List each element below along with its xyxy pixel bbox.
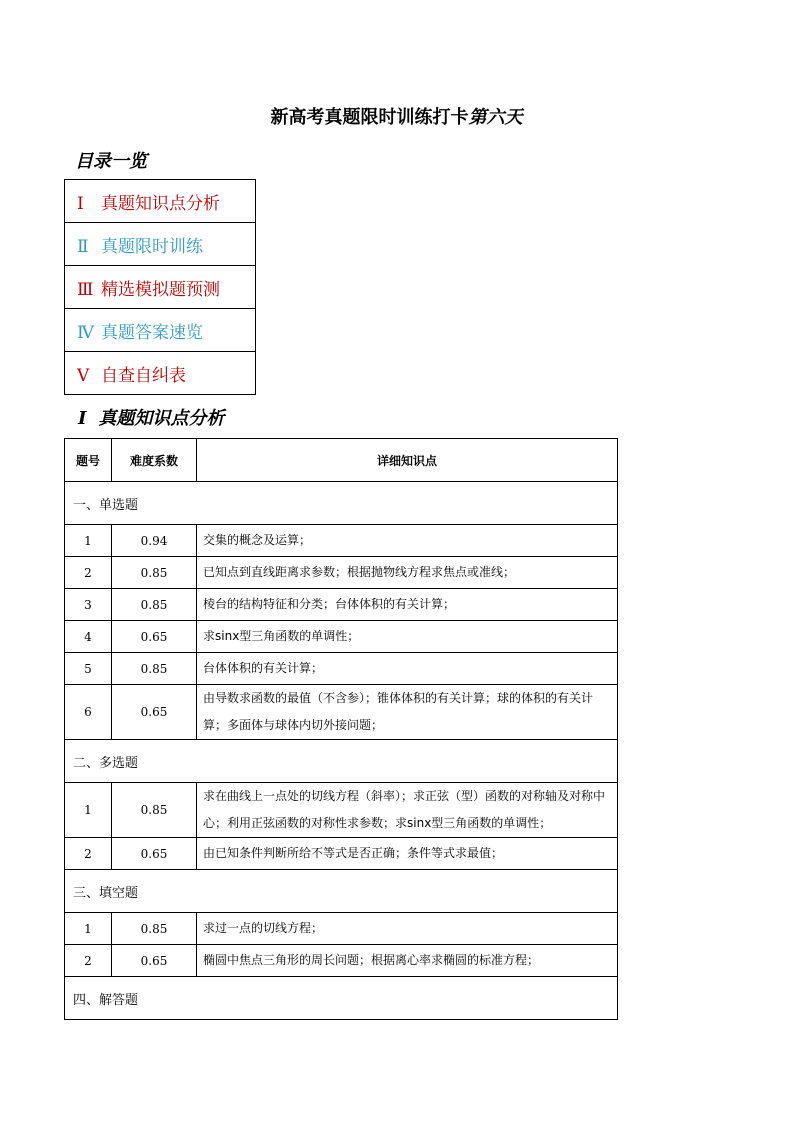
table-row [65, 589, 618, 621]
detail-cell: 台体体积的有关计算； [197, 653, 618, 685]
difficulty-cell: 0.94 [112, 525, 197, 557]
toc-item-number: Ⅳ [77, 322, 94, 343]
header-difficulty: 难度系数 [112, 439, 197, 482]
table-body [65, 482, 618, 1020]
category-row [65, 482, 618, 525]
toc-item-2[interactable] [65, 223, 256, 266]
detail-cell: 已知点到直线距离求参数；根据抛物线方程求焦点或准线； [197, 557, 618, 589]
category-label: 一、单选题 [65, 482, 618, 525]
detail-cell: 由已知条件判断所给不等式是否正确；条件等式求最值； [197, 838, 618, 870]
question-number-cell: 4 [65, 621, 112, 653]
table-header-row [65, 439, 618, 482]
difficulty-cell: 0.65 [112, 838, 197, 870]
detail-cell: 椭圆中焦点三角形的周长问题；根据离心率求椭圆的标准方程； [197, 945, 618, 977]
toc-item-number: Ⅰ [77, 193, 84, 214]
question-number-cell: 6 [65, 685, 112, 740]
table-row [65, 913, 618, 945]
toc-item-4[interactable] [65, 309, 256, 352]
section-number: Ⅰ [78, 408, 87, 429]
table-row [65, 685, 618, 740]
toc-item-label: 真题答案速览 [101, 322, 203, 343]
table-row [65, 838, 618, 870]
question-number-cell: 2 [65, 945, 112, 977]
category-label: 二、多选题 [65, 740, 618, 783]
toc-heading: 目录一览 [75, 151, 147, 172]
question-number-cell: 1 [65, 525, 112, 557]
page-title-italic: 第六天 [468, 107, 523, 128]
toc-item-label: 真题知识点分析 [101, 193, 220, 214]
question-number-cell: 1 [65, 913, 112, 945]
header-detail: 详细知识点 [197, 439, 618, 482]
detail-cell: 求sinx型三角函数的单调性； [197, 621, 618, 653]
table-row [65, 525, 618, 557]
difficulty-cell: 0.65 [112, 621, 197, 653]
category-label: 三、填空题 [65, 870, 618, 913]
difficulty-cell: 0.85 [112, 557, 197, 589]
toc-item-number: Ⅴ [77, 365, 90, 386]
category-row [65, 740, 618, 783]
category-row [65, 870, 618, 913]
table-row [65, 621, 618, 653]
page-title [0, 103, 793, 129]
toc-item-3[interactable] [65, 266, 256, 309]
header-question-no: 题号 [65, 439, 112, 482]
difficulty-cell: 0.85 [112, 589, 197, 621]
category-row [65, 977, 618, 1020]
section-title: 真题知识点分析 [98, 408, 225, 429]
toc-item-label: 自查自纠表 [101, 365, 186, 386]
toc-item-1[interactable] [65, 180, 256, 223]
table-row [65, 653, 618, 685]
detail-cell: 求在曲线上一点处的切线方程（斜率）；求正弦（型）函数的对称轴及对称中心；利用正弦函数的对称性求参数；求sinx型三角函数的单调性； [197, 783, 618, 838]
table-row [65, 783, 618, 838]
table-row [65, 557, 618, 589]
category-label: 四、解答题 [65, 977, 618, 1020]
question-number-cell: 3 [65, 589, 112, 621]
toc-item-number: Ⅱ [77, 236, 89, 257]
toc-item-number: Ⅲ [77, 279, 94, 300]
detail-cell: 交集的概念及运算； [197, 525, 618, 557]
toc-item-label: 真题限时训练 [101, 236, 203, 257]
difficulty-cell: 0.85 [112, 913, 197, 945]
difficulty-cell: 0.85 [112, 783, 197, 838]
knowledge-point-table [64, 438, 618, 1020]
detail-cell: 棱台的结构特征和分类；台体体积的有关计算； [197, 589, 618, 621]
table-row [65, 945, 618, 977]
section-heading [78, 404, 224, 430]
toc-table [64, 179, 256, 395]
toc-item-label: 精选模拟题预测 [101, 279, 220, 300]
difficulty-cell: 0.65 [112, 945, 197, 977]
page-title-main: 新高考真题限时训练打卡 [270, 107, 469, 128]
question-number-cell: 5 [65, 653, 112, 685]
question-number-cell: 2 [65, 838, 112, 870]
question-number-cell: 1 [65, 783, 112, 838]
detail-cell: 求过一点的切线方程； [197, 913, 618, 945]
toc-item-5[interactable] [65, 352, 256, 395]
question-number-cell: 2 [65, 557, 112, 589]
difficulty-cell: 0.65 [112, 685, 197, 740]
difficulty-cell: 0.85 [112, 653, 197, 685]
detail-cell: 由导数求函数的最值（不含参）；锥体体积的有关计算；球的体积的有关计算；多面体与球体内切外接问题； [197, 685, 618, 740]
